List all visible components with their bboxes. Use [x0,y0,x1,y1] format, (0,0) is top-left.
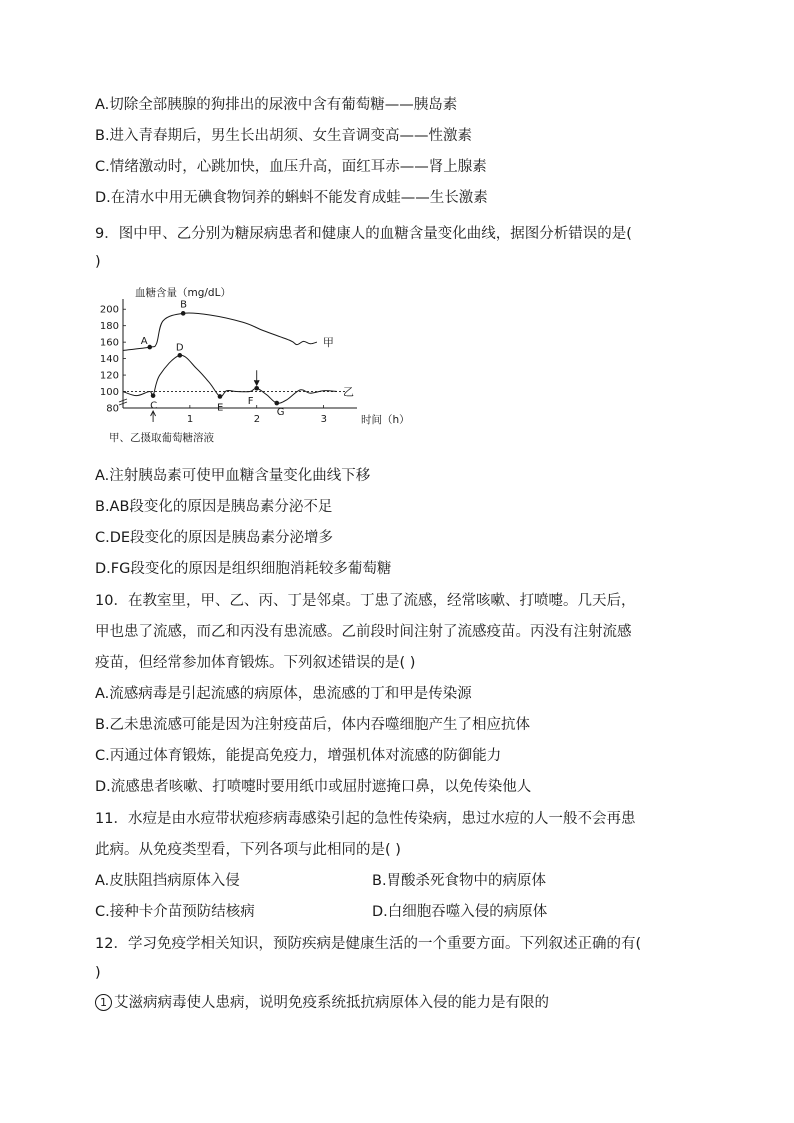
q11-option-d: D.白细胞吞噬入侵的病原体 [372,904,548,920]
q9-stem: 9．图中甲、乙分别为糖尿病患者和健康人的血糖含量变化曲线，据图分析错误的是( [95,226,632,242]
y-tick-label: 140 [99,354,119,366]
q9-option-c: C.DE段变化的原因是胰岛素分泌增多 [95,530,334,546]
x-tick-label: 1 [186,414,194,425]
y-tick-label: 160 [99,337,119,349]
point-a [147,345,152,350]
q10-option-c: C.丙通过体育锻炼，能提高免疫力，增强机体对流感的防御能力 [95,748,502,764]
q10-stem-line1: 10．在教室里，甲、乙、丙、丁是邻桌。丁患了流感，经常咳嗽、打喷嚏。几天后， [95,593,636,609]
q9-option-a: A.注射胰岛素可使甲血糖含量变化曲线下移 [95,468,371,484]
x-axis-label: 时间（h） [361,414,410,426]
point-c [151,393,156,398]
q8-option-a: A.切除全部胰腺的狗排出的尿液中含有葡萄糖——胰岛素 [95,97,458,113]
q11-options-row1 [95,871,699,891]
q11-options-row2 [95,902,699,922]
labels-layer [109,286,231,444]
y-tick-label: 100 [99,387,119,399]
q9-option-b: B.AB段变化的原因是胰岛素分泌不足 [95,499,333,515]
y-tick-label: 120 [99,370,119,382]
y-tick-label: 80 [106,403,119,415]
chart-axes [100,299,410,426]
q11-option-a: A.皮肤阻挡病原体入侵 [95,873,240,889]
point-label-c: C [150,400,158,412]
point-g [274,401,279,406]
point-d [178,353,183,358]
q9-stem-close: ) [95,254,101,270]
series-line-0 [123,313,317,350]
q11-stem-line1: 11．水痘是由水痘带状疱疹病毒感染引起的急性传染病，患过水痘的人一般不会再患 [95,811,636,827]
x-tick-label: 3 [320,414,327,425]
x-tick-label: 2 [253,414,261,425]
q10-option-d: D.流感患者咳嗽、打喷嚏时要用纸巾或屈肘遮掩口鼻，以免传染他人 [95,779,532,795]
point-label-b: B [180,299,188,311]
q12-stem: 12．学习免疫学相关知识，预防疾病是健康生活的一个重要方面。下列叙述正确的有( [95,936,642,952]
blood-glucose-chart [95,283,435,453]
y-tick-label: 180 [99,321,119,333]
q10-stem-line3: 疫苗，但经常参加体育锻炼。下列叙述错误的是( ) [95,655,416,671]
point-label-g: G [276,407,285,419]
point-b [181,311,186,316]
q12-stem-close: ) [95,965,101,981]
series-name-0: 甲 [322,336,334,350]
point-e [218,394,223,399]
point-label-e: E [216,402,224,414]
q8-option-c: C.情绪激动时，心跳加快，血压升高，面红耳赤——肾上腺素 [95,159,487,175]
point-label-f: F [247,396,254,408]
points-layer [141,299,285,422]
point-label-d: D [175,342,184,354]
injection-arrow-head [254,380,259,385]
q10-stem-line2: 甲也患了流感，而乙和丙没有患流感。乙前段时间注射了流感疫苗。丙没有注射流感 [95,624,632,640]
q11-stem-line2: 此病。从免疫类型看，下列各项与此相同的是( ) [95,842,401,858]
point-f [254,386,259,391]
q9-option-d: D.FG段变化的原因是组织细胞消耗较多葡萄糖 [95,561,392,577]
q12-item-1-text: 艾滋病病毒使人患病，说明免疫系统抵抗病原体入侵的能力是有限的 [114,995,549,1011]
circled-number-1: 1 [95,994,112,1011]
q11-option-c: C.接种卡介苗预防结核病 [95,904,255,920]
point-label-a: A [140,336,148,348]
q11-option-b: B.胃酸杀死食物中的病原体 [372,873,547,889]
q8-option-b: B.进入青春期后，男生长出胡须、女生音调变高——性激素 [95,128,473,144]
y-tick-label: 200 [99,304,119,316]
chart-caption: 甲、乙摄取葡萄糖溶液 [109,432,214,444]
series-layer [123,313,354,403]
q12-item-1 [95,993,699,1013]
series-name-1: 乙 [342,385,354,399]
q8-option-d: D.在清水中用无碘食物饲养的蝌蚪不能发育成蛙——生长激素 [95,190,488,206]
chart-title: 血糖含量（mg/dL） [135,287,231,299]
q10-option-a: A.流感病毒是引起流感的病原体，患流感的丁和甲是传染源 [95,686,472,702]
q10-option-b: B.乙未患流感可能是因为注射疫苗后，体内吞噬细胞产生了相应抗体 [95,717,531,733]
